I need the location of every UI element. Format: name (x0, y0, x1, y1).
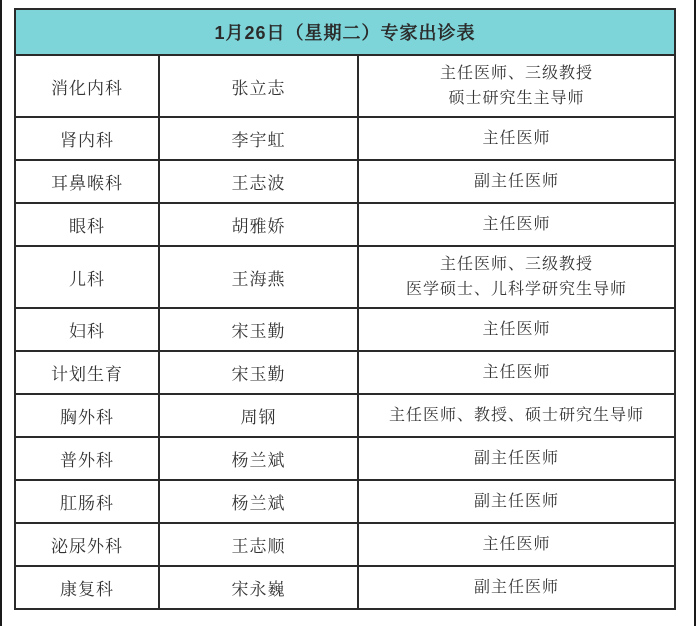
table-row (15, 351, 675, 394)
doctor-title-cell (358, 394, 675, 437)
table-title: 1月26日（星期二）专家出诊表 (15, 9, 675, 55)
doctor-name-cell: 王志波 (159, 160, 358, 203)
doctor-title-cell (358, 437, 675, 480)
doctor-title-line: 硕士研究生主导师 (448, 90, 585, 107)
department-cell: 计划生育 (15, 351, 159, 394)
doctor-name-cell: 王志顺 (159, 523, 358, 566)
doctor-title-cell (358, 117, 675, 160)
table-row (15, 160, 675, 203)
department-cell: 肛肠科 (15, 480, 159, 523)
doctor-title-cell (358, 160, 675, 203)
department-cell: 肾内科 (15, 117, 159, 160)
doctor-title-cell (358, 351, 675, 394)
department-cell: 康复科 (15, 566, 159, 609)
doctor-name-cell: 胡雅娇 (159, 203, 358, 246)
doctor-title-cell (358, 566, 675, 609)
doctor-name-cell: 宋玉勤 (159, 308, 358, 351)
expert-schedule-table (14, 8, 676, 610)
department-cell: 胸外科 (15, 394, 159, 437)
doctor-name-cell: 张立志 (159, 55, 358, 117)
table-row (15, 523, 675, 566)
doctor-name-cell: 杨兰斌 (159, 480, 358, 523)
table-row (15, 480, 675, 523)
table-row (15, 437, 675, 480)
doctor-title-line: 主任医师 (482, 536, 551, 553)
table-row (15, 566, 675, 609)
doctor-title-cell (358, 523, 675, 566)
table-row (15, 117, 675, 160)
doctor-title-line: 主任医师、三级教授 (439, 256, 593, 273)
doctor-title-line: 主任医师、三级教授 (439, 65, 593, 82)
department-cell: 普外科 (15, 437, 159, 480)
department-cell: 眼科 (15, 203, 159, 246)
department-cell: 泌尿外科 (15, 523, 159, 566)
doctor-title-cell (358, 308, 675, 351)
doctor-name-cell: 周钢 (159, 394, 358, 437)
doctor-name-cell: 宋玉勤 (159, 351, 358, 394)
doctor-title-line: 副主任医师 (473, 493, 559, 510)
doctor-title-line: 主任医师 (482, 216, 551, 233)
doctor-name-cell: 宋永巍 (159, 566, 358, 609)
table-row (15, 308, 675, 351)
table-header-row (15, 9, 675, 55)
table-row (15, 394, 675, 437)
doctor-title-cell (358, 246, 675, 308)
table-row (15, 203, 675, 246)
doctor-title-line: 副主任医师 (473, 173, 559, 190)
department-cell: 耳鼻喉科 (15, 160, 159, 203)
doctor-title-cell (358, 480, 675, 523)
department-cell: 儿科 (15, 246, 159, 308)
doctor-title-line: 副主任医师 (473, 450, 559, 467)
doctor-title-line: 主任医师、教授、硕士研究生导师 (388, 407, 644, 424)
doctor-title-line: 主任医师 (482, 364, 551, 381)
department-cell: 妇科 (15, 308, 159, 351)
doctor-name-cell: 王海燕 (159, 246, 358, 308)
doctor-title-line: 主任医师 (482, 321, 551, 338)
doctor-title-line: 副主任医师 (473, 579, 559, 596)
table-row (15, 246, 675, 308)
doctor-name-cell: 杨兰斌 (159, 437, 358, 480)
doctor-title-cell (358, 203, 675, 246)
doctor-title-line: 医学硕士、儿科学研究生导师 (405, 281, 627, 298)
doctor-name-cell: 李宇虹 (159, 117, 358, 160)
table-body (15, 55, 675, 609)
department-cell: 消化内科 (15, 55, 159, 117)
doctor-title-cell (358, 55, 675, 117)
doctor-title-line: 主任医师 (482, 130, 551, 147)
table-row (15, 55, 675, 117)
